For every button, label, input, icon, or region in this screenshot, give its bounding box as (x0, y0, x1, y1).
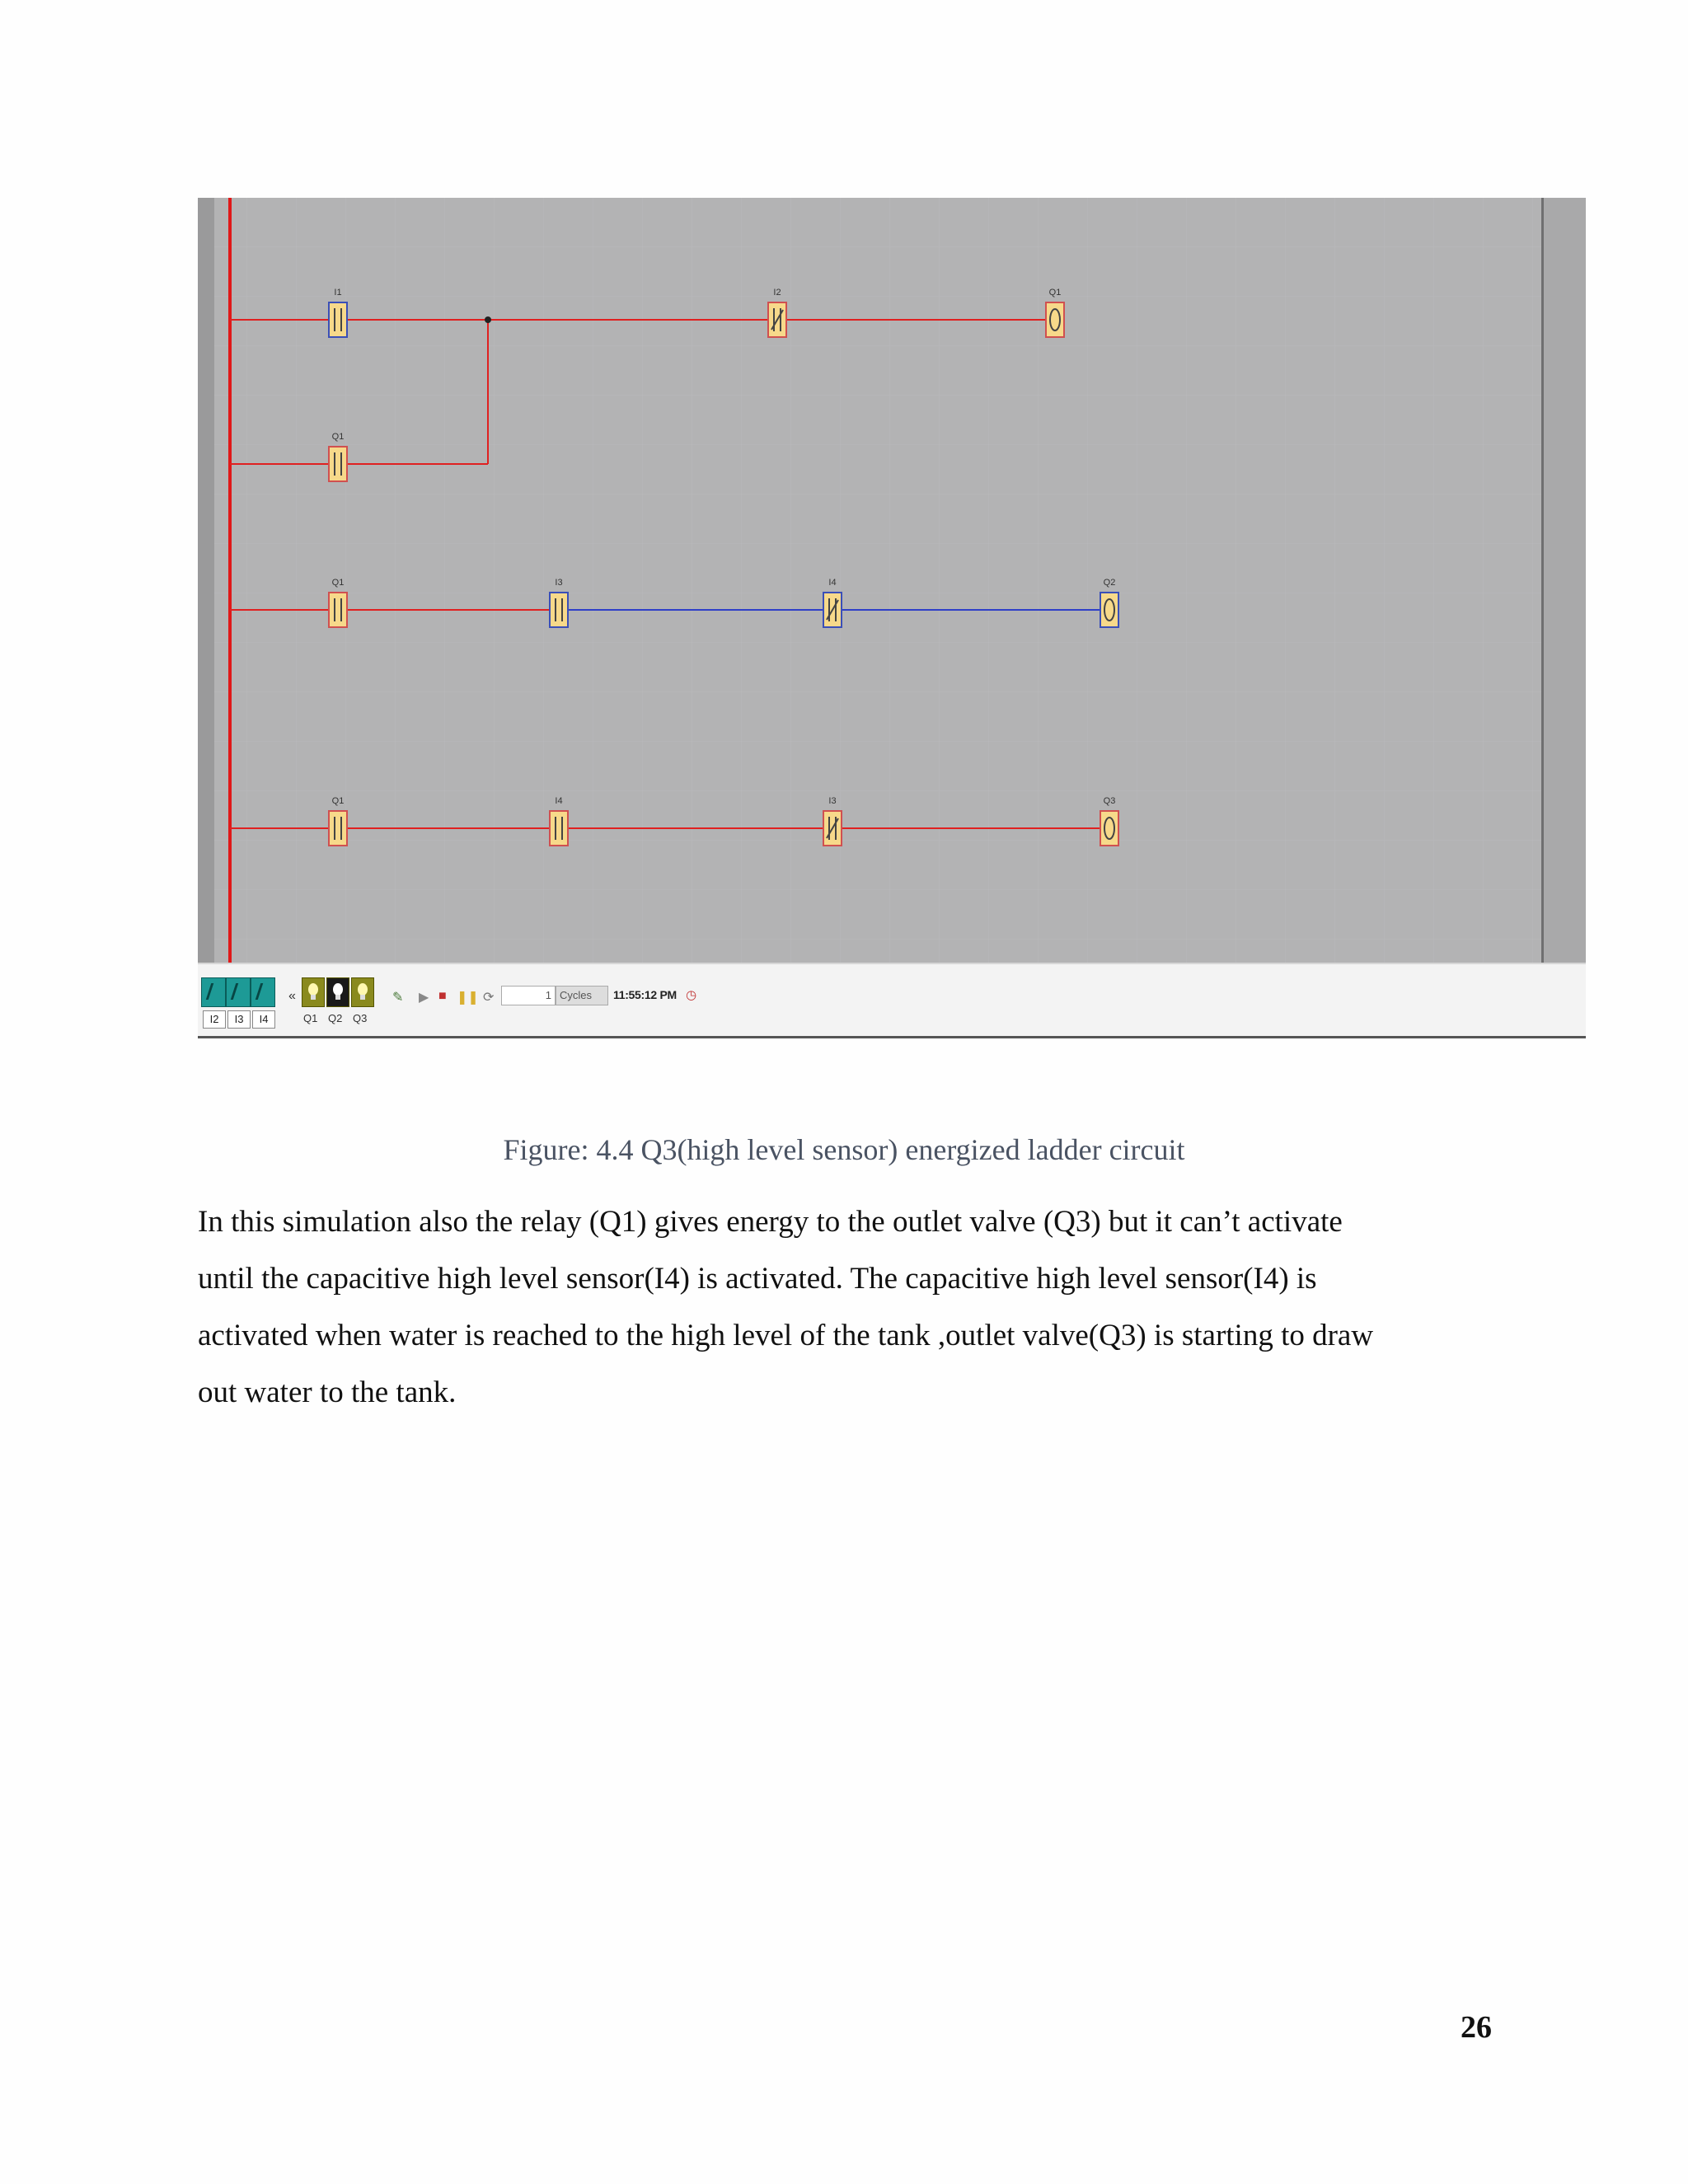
output-label-q3: Q3 (353, 1012, 368, 1024)
output-lamp-q2 (326, 977, 349, 1007)
step-cycle-icon[interactable]: ⟳ (483, 991, 495, 1005)
bulb-icon (358, 983, 368, 996)
output-label-q2: Q2 (328, 1012, 343, 1024)
coil-label: Q1 (1048, 288, 1062, 298)
coil-label: Q2 (1103, 578, 1116, 588)
ladder-simulation-screenshot (198, 198, 1586, 1038)
output-lamp-q1 (302, 977, 325, 1007)
contact-label: I4 (555, 796, 563, 806)
input-label-i4: I4 (252, 1010, 275, 1029)
contact-label: I2 (773, 288, 781, 298)
play-icon[interactable]: ▶ (419, 991, 429, 1005)
ladder-diagram (198, 198, 1586, 963)
page-number: 26 (1461, 2010, 1492, 2045)
clock-icon[interactable]: ◷ (686, 988, 697, 1002)
simulation-toolbar (198, 963, 1586, 1038)
contact-label: I1 (334, 288, 342, 298)
paragraph-line: until the capacitive high level sensor(I4) is activated. The capacitive high level sensor(I4) is (198, 1262, 1317, 1296)
contact-label: I4 (828, 578, 837, 588)
input-switch-i2[interactable] (201, 977, 226, 1007)
output-lamp-q3 (351, 977, 374, 1007)
contact-label: I3 (555, 578, 563, 588)
bulb-icon (308, 983, 318, 996)
output-label-q1: Q1 (303, 1012, 318, 1024)
bulb-icon (333, 983, 343, 996)
input-label-i3: I3 (227, 1010, 251, 1029)
input-switch-i3[interactable] (226, 977, 251, 1007)
cycles-input[interactable]: 1 (501, 986, 556, 1005)
contact-label: Q1 (331, 578, 345, 588)
figure-caption: Figure: 4.4 Q3(high level sensor) energized ladder circuit (503, 1133, 1185, 1166)
junction-dot (485, 316, 491, 323)
input-switch-i4[interactable] (251, 977, 275, 1007)
paragraph-line: activated when water is reached to the high level of the tank ,outlet valve(Q3) is starting to draw (198, 1319, 1374, 1352)
input-label-i2: I2 (203, 1010, 226, 1029)
simulation-mode-icon[interactable]: ✎ (392, 991, 404, 1005)
pause-icon[interactable]: ❚❚ (457, 991, 479, 1005)
coil-label: Q3 (1103, 796, 1116, 806)
collapse-chevron-icon[interactable]: « (288, 989, 296, 1003)
contact-label: I3 (828, 796, 837, 806)
paragraph-line: In this simulation also the relay (Q1) gives energy to the outlet valve (Q3) but it can’t activate (198, 1205, 1343, 1239)
body-paragraph (198, 1193, 1517, 1421)
paragraph-line: out water to the tank. (198, 1376, 457, 1409)
stop-icon[interactable]: ■ (438, 989, 447, 1003)
simulation-time: 11:55:12 PM (613, 988, 677, 1001)
contact-label: Q1 (331, 796, 345, 806)
contact-label: Q1 (331, 432, 345, 442)
cycles-unit-dropdown[interactable]: Cycles (556, 986, 608, 1005)
